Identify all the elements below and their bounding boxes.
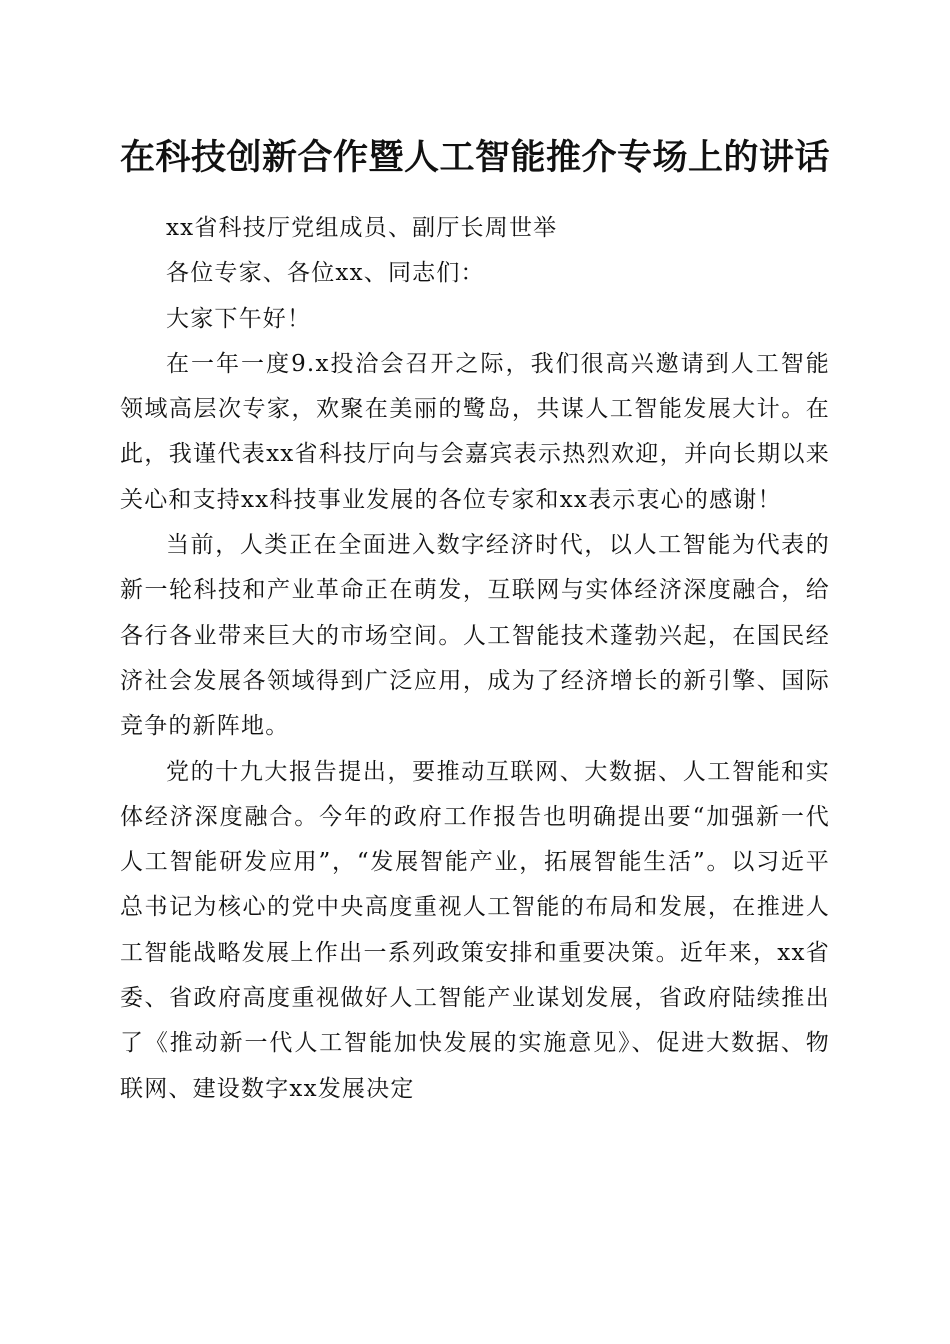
body-paragraph: 在一年一度9.x投洽会召开之际，我们很高兴邀请到人工智能领域高层次专家，欢聚在美丽的鹭岛，共谋人工智能发展大计。在此，我谨代表xx省科技厅向与会嘉宾表示热烈欢迎，并向长期以来关心和支持xx科技事业发展的各位专家和xx表示衷心的感谢！	[120, 350, 830, 513]
greeting: 大家下午好！	[166, 305, 312, 332]
body-paragraph: 当前，人类正在全面进入数字经济时代，以人工智能为代表的新一轮科技和产业革命正在萌发，互联网与实体经济深度融合，给各行各业带来巨大的市场空间。人工智能技术蓬勃兴起，在国民经济社会发展各领域得到广泛应用，成为了经济增长的新引擎、国际竞争的新阵地。	[120, 532, 830, 740]
body-paragraph: 党的十九大报告提出，要推动互联网、大数据、人工智能和实体经济深度融合。今年的政府工作报告也明确提出要“加强新一代人工智能研发应用”，“发展智能产业，拓展智能生活”。以习近平总书记为核心的党中央高度重视人工智能的布局和发展，在推进人工智能战略发展上作出一系列政策安排和重要决策。近年来，xx省委、省政府高度重视做好人工智能产业谋划发展，省政府陆续推出了《推动新一代人工智能加快发展的实施意见》、促进大数据、物联网、建设数字xx发展决定	[120, 758, 830, 1102]
salutation: 各位专家、各位xx、同志们：	[166, 260, 485, 287]
speaker-line: xx省科技厅党组成员、副厅长周世举	[166, 215, 558, 241]
document-body	[120, 206, 830, 1112]
document-title: 在科技创新合作暨人工智能推介专场上的讲话	[119, 137, 830, 178]
